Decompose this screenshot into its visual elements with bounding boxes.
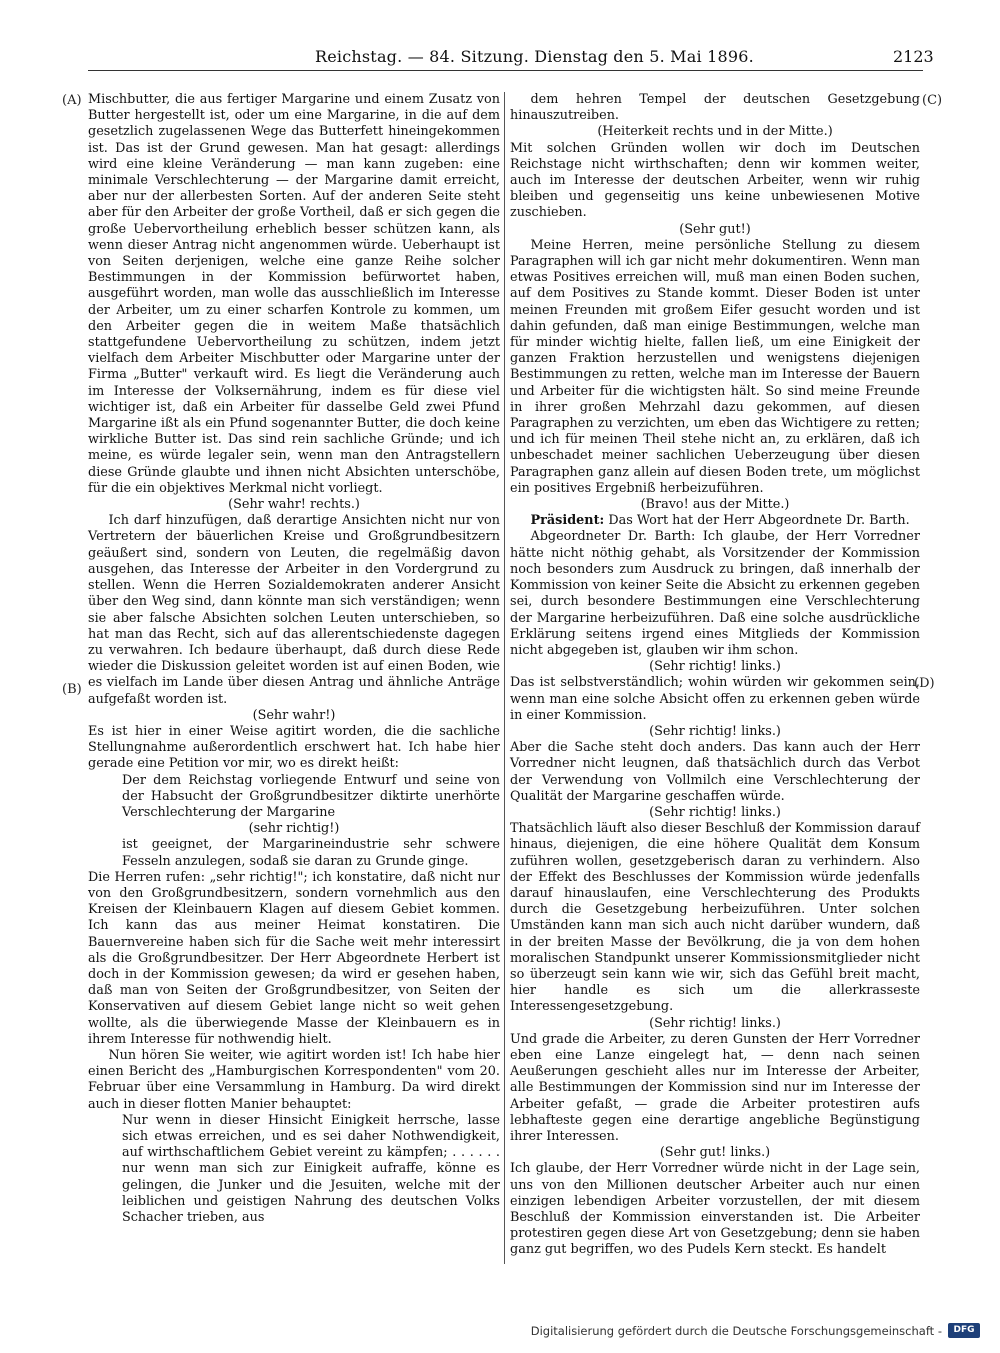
quotation: ist geeignet, der Margarineindustrie sehr schwere Fesseln anzulegen, sodaß sie daran zu Grunde ginge. xyxy=(122,837,500,869)
header-title: Reichstag. — 84. Sitzung. Dienstag den 5. Mai 1896. xyxy=(315,47,754,66)
paragraph: Meine Herren, meine persönliche Stellung zu diesem Paragraphen will ich gar nicht mehr dokumentiren. Wenn man etwas Positives erreichen will, muß man einen Boden suchen, auf dem Positives zu Stande kommt. Dieser Boden ist unter meinen Freunden mit großem Eifer gesucht worden und ist dahin gefunden, daß man einige Bestimmungen, welche man für minder wichtig hielte, fallen ließ, um eine Einigkeit der ganzen Fraktion herzustellen und wenigstens diejenigen Bestimmungen zu retten, welche man im Interesse der Bauern und Arbeiter für die wichtigsten hält. So sind meine Freunde in ihrer großen Mehrzahl dazu gekommen, auf diesen Paragraphen zu verzichten, um eben das Wichtigere zu retten; und ich für meinen Theil stehe nicht an, zu erklären, daß ich unbeschadet meiner sachlichen Ueberzeugung über diesen Paragraphen ganz allein auf diesen Boden trete, um möglichst ein positives Ergebniß herbeizuführen. xyxy=(510,237,920,496)
speaker-president: Präsident: xyxy=(530,513,605,529)
margin-marker-d: (D) xyxy=(914,676,935,691)
interjection: (Heiterkeit rechts und in der Mitte.) xyxy=(597,124,833,140)
paragraph: Es ist hier in einer Weise agitirt worden, die die sachliche Stellungnahme außerordentlich erschwert hat. Ich habe hier gerade eine Petition vor mir, wo es direkt heißt: xyxy=(88,723,500,772)
margin-marker-c: (C) xyxy=(922,93,943,108)
margin-marker-b: (B) xyxy=(62,682,82,697)
header-rule xyxy=(88,70,923,71)
interjection: (Sehr gut! links.) xyxy=(659,1145,771,1161)
speaker-paragraph xyxy=(510,513,920,529)
paragraph: Ich glaube, der Herr Vorredner würde nicht in der Lage sein, uns von den Millionen deutscher Arbeiter auch nur einen einzigen lebendigen Arbeiter vorzustellen, der mit diesem Beschluß der Kommission einverstanden ist. Die Arbeiter protestiren gegen diese Art von Gesetzgebung; denn sie haben ganz gut begriffen, wo des Pudels Kern steckt. Es handelt xyxy=(510,1161,920,1258)
paragraph: Das ist selbstverständlich; wohin würden wir gekommen sein, wenn man eine solche Absicht offen zu erkennen geben würde in einer Kommission. xyxy=(510,675,920,723)
footer xyxy=(530,1322,980,1340)
margin-marker-a: (A) xyxy=(62,93,82,108)
page-number: 2123 xyxy=(893,47,934,66)
speaker-barth: Abgeordneter Dr. Barth: xyxy=(530,529,696,545)
right-column xyxy=(510,92,920,1259)
paragraph: Aber die Sache steht doch anders. Das kann auch der Herr Vorredner nicht leugnen, daß thatsächlich durch das Verbot der Verwendung von Vollmilch eine Verschlechterung der Qualität der Margarine geschaffen würde. xyxy=(510,740,920,804)
interjection: (Sehr richtig! links.) xyxy=(649,804,781,820)
interjection: (Sehr gut!) xyxy=(679,221,751,237)
dfg-logo[interactable]: DFG xyxy=(948,1323,980,1338)
paragraph: Mit solchen Gründen wollen wir doch im Deutschen Reichstage nicht wirthschaften; denn wir kommen weiter, auch im Interesse der deutschen Arbeiter, wenn wir ruhig bleiben und gegenseitig uns keine unbewiesenen Motive zuschieben. xyxy=(510,140,920,221)
paragraph: Thatsächlich läuft also dieser Beschluß der Kommission darauf hinaus, diejenigen, die eine höhere Qualität dem Konsum zuführen wollen, gesetzgeberisch daran zu verhindern. Also der Effekt des Beschlusses der Kommission würde jedenfalls darauf hinauslaufen, eine Verschlechterung des Produkts durch die Gesetzgebung herbeizuführen. Unter solchen Umständen kann man sich auch nicht darüber wundern, daß in der breiten Masse der Bevölkrung, die ja von dem hohen moralischen Standpunkt unserer Kommissionsmitglieder nicht so überzeugt sein kann wie wir, sich das Gefühl breit macht, hier handle es sich um die allerkrasseste Interessengesetzgebung. xyxy=(510,821,920,1015)
paragraph: Nun hören Sie weiter, wie agitirt worden ist! Ich habe hier einen Bericht des „Hamburgischen Korrespondenten" vom 20. Februar über eine Versammlung in Hamburg. Da wird direkt auch in dieser flotten Manier behauptet: xyxy=(88,1047,500,1112)
speaker-paragraph xyxy=(510,529,920,659)
quotation: Der dem Reichstag vorliegende Entwurf und seine von der Habsucht der Großgrundbesitzer diktirte unerhörte Verschlechterung der Margarine xyxy=(122,772,500,820)
left-column xyxy=(88,92,500,1226)
interjection: (Sehr richtig! links.) xyxy=(649,1015,781,1031)
speaker-text: Ich glaube, der Herr Vorredner hätte nicht nöthig gehabt, als Vorsitzender der Kommission noch besonders zum Ausdruck zu bringen, daß innerhalb der Kommission von keiner Seite die Absicht zu erkennen gegeben sei, durch besondere Bestimmungen eine Verschlechterung der Margarine herbeizuführen. Daß eine solche ausdrückliche Erklärung seitens irgend eines Mitglieds der Kommission nicht abgegeben ist, glauben wir ihm schon. xyxy=(510,529,920,658)
footer-credit-link[interactable]: Digitalisierung gefördert durch die Deutsche Forschungsgemeinschaft - xyxy=(530,1324,942,1338)
interjection: (sehr richtig!) xyxy=(248,821,340,837)
quotation: Nur wenn in dieser Hinsicht Einigkeit herrsche, lasse sich etwas erreichen, und es sei daher Nothwendigkeit, auf wirthschaftlichem Gebiet vereint zu kämpfen; . . . . . . nur wenn man sich zur Einigkeit aufraffe, könne es gelingen, die Junker und die Jesuiten, welche mit der leiblichen und geistigen Nahrung des deutschen Volks Schacher trieben, aus xyxy=(122,1112,500,1226)
interjection: (Sehr richtig! links.) xyxy=(649,659,781,675)
speaker-text: Das Wort hat der Herr Abgeordnete Dr. Barth. xyxy=(608,513,910,529)
interjection: (Sehr wahr! rechts.) xyxy=(228,497,360,513)
page-header xyxy=(0,46,1000,70)
interjection: (Sehr wahr!) xyxy=(252,707,336,723)
paragraph: Die Herren rufen: „sehr richtig!"; ich konstatire, daß nicht nur von den Großgrundbesitzern, sondern vornehmlich aus den Kreisen der Kleinbauern Klagen auf diesem Gebiet kommen. Ich kann das aus meiner Heimat konstatiren. Die Bauernvereine haben sich für die Sache weit mehr interessirt als die Großgrundbesitzer. Der Herr Abgeordnete Herbert ist doch in der Kommission gewesen; da wird er gesehen haben, daß man von Seiten der Großgrundbesitzer, von Seiten der Konservativen auf diesem Gebiet lange nicht so weit gehen wollte, als die überwiegende Masse der Kleinbauern es in ihrem Interesse für nothwendig hielt. xyxy=(88,869,500,1047)
interjection: (Bravo! aus der Mitte.) xyxy=(640,497,790,513)
paragraph: Ich darf hinzufügen, daß derartige Ansichten nicht nur von Vertretern der bäuerlichen Kreise und Großgrundbesitzern geäußert sind, sondern von Leuten, die regelmäßig davon ausgehen, das Interesse der Arbeiter in den Vordergrund zu stellen. Wenn die Herren Sozialdemokraten anderer Ansicht über den Weg sind, dann könnte man sich verständigen; wenn sie aber falsche Absichten solchen Leuten unterschieben, so hat man das Recht, sich auf das allerentschiedenste dagegen zu verwahren. Ich bedaure überhaupt, daß durch diese Rede wieder die Diskussion geleitet worden ist auf einen Boden, wie es vielfach im Lande über diesen Antrag und ähnliche Anträge aufgefaßt worden ist. xyxy=(88,513,500,707)
paragraph: dem hehren Tempel der deutschen Gesetzgebung hinauszutreiben. xyxy=(510,92,920,124)
paragraph: Und grade die Arbeiter, zu deren Gunsten der Herr Vorredner eben eine Lanze eingelegt hat, — denn nach seinen Aeußerungen geschieht alles nur im Interesse der Arbeiter, alle Bestimmungen der Kommission sind nur im Interesse der Arbeiter gefaßt, — grade die Arbeiter protestiren aufs lebhafteste gegen eine derartige angebliche Begünstigung ihrer Interessen. xyxy=(510,1031,920,1144)
paragraph: Mischbutter, die aus fertiger Margarine und einem Zusatz von Butter hergestellt ist, oder um eine Margarine, in die auf dem gesetzlich zugelassenen Wege das Butterfett hineingekommen ist. Das ist der Grund gewesen. Man hat gesagt: allerdings wird eine kleine Veränderung — man kann zugeben: eine minimale Verschlechterung — der Margarine damit erreicht, aber nur der allerbesten Sorten. Auf der anderen Seite steht aber für den Arbeiter der große Vortheil, daß er sich gegen die große Uebervortheilung erheblich besser schützen kann, als wenn dieser Antrag nicht angenommen würde. Ueberhaupt ist von Seiten derjenigen, welche eine ganze Reihe solcher Bestimmungen in der Kommission befürwortet haben, ausgeführt worden, man wolle das ausschließlich im Interesse der Arbeiter, um zu einer scharfen Kontrole zu kommen, um den Arbeiter gegen die in weitem Maße thatsächlich stattgefundene Uebervortheilung zu schützen, indem jetzt vielfach dem Arbeiter Mischbutter oder Margarine unter der Firma „Butter" verkauft wird. Es liegt die Veränderung auch im Interesse der Volksernährung, indem es für diese viel wichtiger ist, daß ein Arbeiter für dasselbe Geld zwei Pfund Margarine ißt als ein Pfund sogenannter Butter, die doch keine wirkliche Butter ist. Das sind rein sachliche Gründe; und ich meine, es würde legaler sein, wenn man den Antragstellern diese Gründe glaubte und ihnen nicht Absichten unterschöbe, für die ein objektives Merkmal nicht vorliegt. xyxy=(88,92,500,496)
interjection: (Sehr richtig! links.) xyxy=(649,723,781,739)
column-divider xyxy=(504,92,505,1264)
